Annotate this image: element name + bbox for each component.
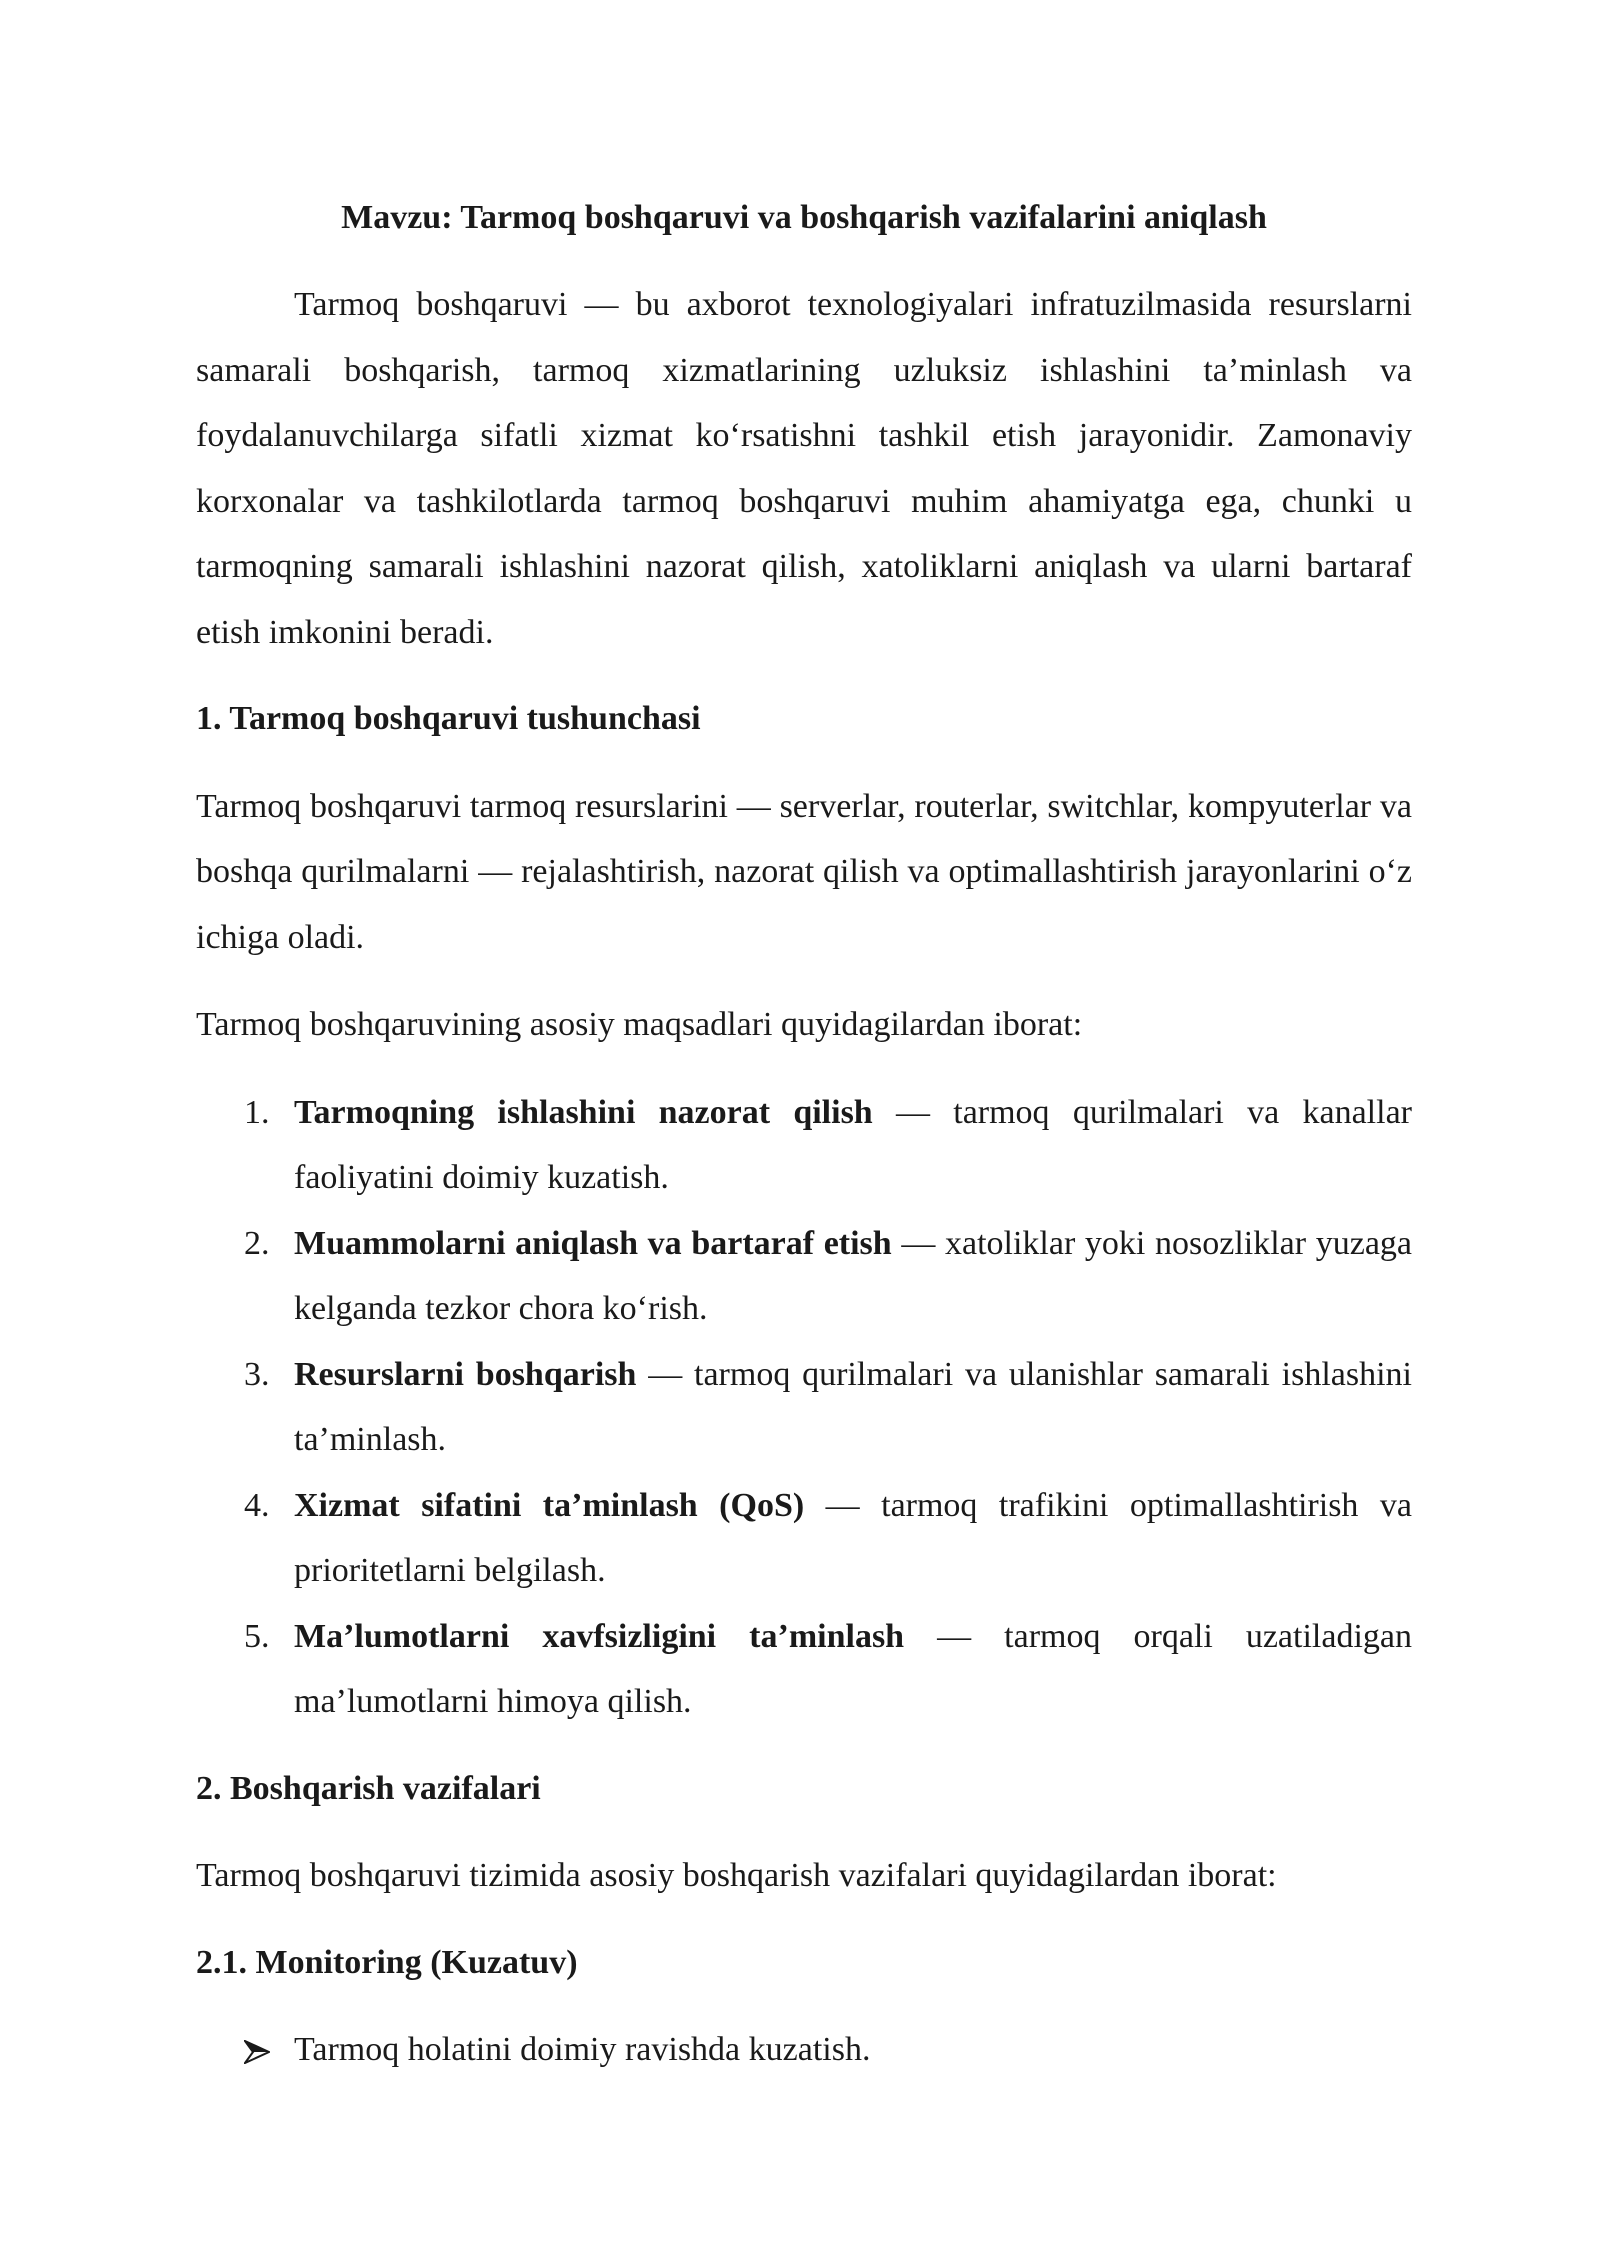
list-item (196, 2017, 1412, 2083)
goals-intro: Tarmoq boshqaruvining asosiy maqsadlari quyidagilardan iborat: (196, 1006, 1083, 1043)
bullet-text: Tarmoq holatini doimiy ravishda kuzatish. (294, 2031, 871, 2068)
list-item-description: — tarmoq trafikini optimallashtirish va prioritetlarni belgilash. (294, 1486, 1412, 1589)
subsection-2-1-heading: 2.1. Monitoring (Kuzatuv) (196, 1943, 578, 1981)
list-item-description: — tarmoq qurilmalari va kanallar faoliyatini doimiy kuzatish. (294, 1093, 1412, 1196)
list-item-description: — tarmoq qurilmalari va ulanishlar samarali ishlashini ta’minlash. (294, 1355, 1412, 1458)
section-2-heading: 2. Boshqarish vazifalari (196, 1769, 541, 1807)
document-title: Mavzu: Tarmoq boshqaruvi va boshqarish vazifalarini aniqlash (341, 199, 1267, 236)
list-item (196, 1211, 1412, 1342)
list-number: 1. (244, 1093, 270, 1131)
list-item-term: Ma’lumotlarni xavfsizligini ta’minlash (294, 1617, 905, 1655)
section-1-paragraph: Tarmoq boshqaruvi tarmoq resurslarini — serverlar, routerlar, switchlar, kompyuterlar va boshqa qurilmalarni — rejalashtirish, nazorat qilish va optimallashtirish jarayonlarini o‘z ichiga oladi. (196, 787, 1412, 956)
list-item-term: Resurslarni boshqarish (294, 1355, 637, 1393)
list-item (196, 1473, 1412, 1604)
list-item (196, 1080, 1412, 1211)
section-2-paragraph: Tarmoq boshqaruvi tizimida asosiy boshqarish vazifalari quyidagilardan iborat: (196, 1857, 1277, 1894)
list-number: 2. (244, 1224, 270, 1262)
intro-paragraph: Tarmoq boshqaruvi — bu axborot texnologiyalari infratuzilmasida resurslarni samarali boshqarish, tarmoq xizmatlarining uzluksiz ishlashini ta’minlash va foydalanuvchilarga sifatli xizmat ko‘rsatishni tashkil etish jarayonidir. Zamonaviy korxonalar va tashkilotlarda tarmoq boshqaruvi muhim ahamiyatga ega, chunki u tarmoqning samarali ishlashini nazorat qilish, xatoliklarni aniqlash va ularni bartaraf etish imkonini beradi. (196, 286, 1412, 651)
list-item-term: Tarmoqning ishlashini nazorat qilish (294, 1093, 873, 1131)
list-number: 4. (244, 1486, 270, 1524)
list-item (196, 1342, 1412, 1473)
section-1-heading: 1. Tarmoq boshqaruvi tushunchasi (196, 700, 701, 737)
document-page (196, 185, 1412, 2083)
list-item-term: Xizmat sifatini ta’minlash (QoS) (294, 1486, 805, 1524)
goals-list (196, 1080, 1412, 1735)
list-item-description: — tarmoq orqali uzatiladigan ma’lumotlarni himoya qilish. (294, 1617, 1412, 1720)
list-item (196, 1604, 1412, 1735)
list-item-term: Muammolarni aniqlash va bartaraf etish (294, 1224, 892, 1262)
list-number: 5. (244, 1617, 270, 1655)
list-item-description: — xatoliklar yoki nosozliklar yuzaga kelganda tezkor chora ko‘rish. (294, 1224, 1412, 1327)
arrow-bullet-icon (244, 2040, 270, 2064)
list-number: 3. (244, 1355, 270, 1393)
monitoring-bullets (196, 2017, 1412, 2083)
